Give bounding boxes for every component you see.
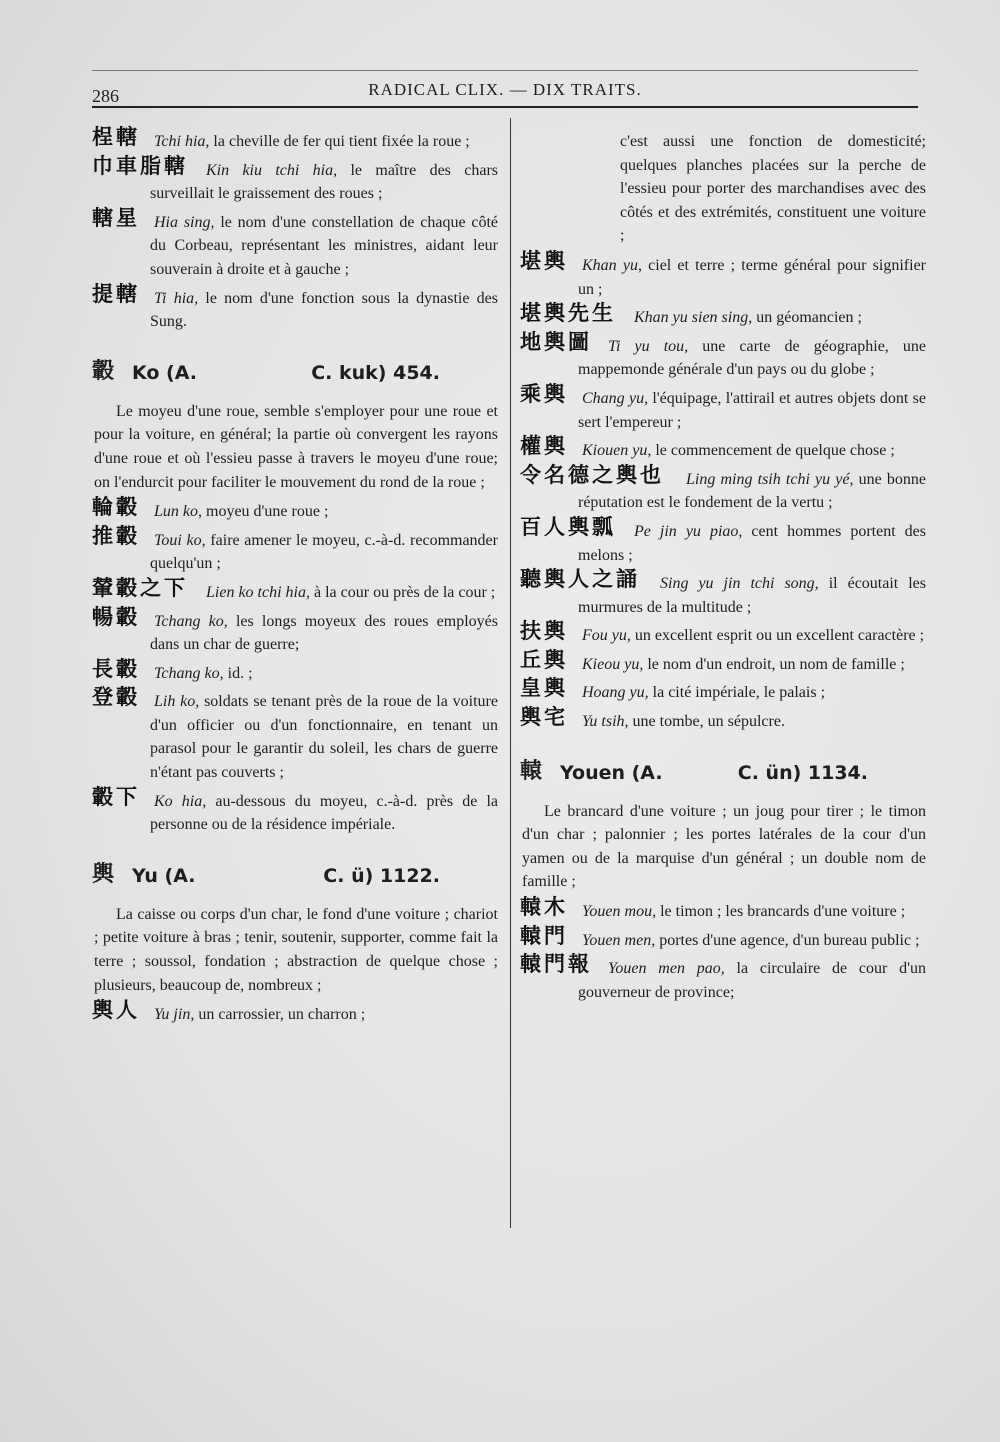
radical-heading-yu	[92, 863, 498, 897]
dictionary-entry	[92, 604, 499, 657]
entry-characters: 地輿圖	[520, 329, 592, 354]
dictionary-entry	[520, 952, 927, 1004]
entry-romanization: Youen men pao,	[608, 960, 725, 978]
entry-definition: une tombe, un sépulcre.	[628, 713, 785, 731]
entry-text	[520, 929, 926, 953]
entry-text	[92, 790, 498, 837]
entry-romanization: Yu tsih,	[582, 713, 629, 731]
entry-text	[520, 254, 926, 301]
entry-romanization: Kiouen yu,	[582, 442, 652, 460]
entry-text	[92, 287, 498, 334]
entry-text	[92, 610, 498, 657]
entry-characters: 皇輿	[520, 676, 568, 701]
entry-romanization: Tchang ko,	[154, 612, 228, 630]
dictionary-entry	[520, 462, 926, 515]
entry-romanization: Ko hia,	[154, 792, 207, 810]
dictionary-entry	[520, 676, 926, 705]
entry-text	[520, 439, 926, 463]
entry-definition: un excellent esprit ou un excellent caractère ;	[630, 627, 925, 645]
dictionary-entry	[92, 205, 499, 282]
entry-characters: 丘輿	[520, 647, 568, 672]
dictionary-entry	[520, 381, 926, 434]
definition-paragraph: Le moyeu d'une roue, semble s'employer pour une roue et pour la voiture, en général; la partie où convergent les rayons d'une roue et où l'essieu passe à travers le moyeu d'une roue; on l'endurcit pour faciliter le mouvement du rond de la roue ;	[94, 402, 498, 491]
entry-definition: ciel et terre ; terme général pour signifier un ;	[578, 256, 926, 298]
entry-romanization: Sing yu jin tchi song,	[660, 575, 819, 593]
entry-romanization: Khan yu,	[582, 256, 642, 274]
entry-characters: 令名德之輿也	[520, 462, 664, 487]
entries-group-yu-compounds	[520, 248, 927, 734]
entry-romanization: Ling ming tsih tchi yu yé,	[686, 470, 854, 488]
entry-characters: 堪輿先生	[520, 301, 616, 326]
dictionary-entry	[520, 514, 927, 567]
entry-text	[520, 387, 926, 434]
entry-characters: 扶輿	[520, 619, 568, 644]
entry-definition: le nom d'une constellation de chaque côté du Corbeau, représentant les ministres, aidant leur souverain à droite et à gauche ;	[150, 213, 499, 278]
header-rule	[92, 106, 918, 108]
entry-characters: 轅門報	[520, 952, 592, 977]
entry-characters: 堪輿	[520, 248, 568, 273]
entry-definition: au-dessous du moyeu, c.-à-d. près de la personne ou de la résidence impériale.	[150, 792, 499, 834]
entry-text	[520, 710, 926, 734]
entries-group-yu	[92, 998, 498, 1027]
entry-definition: id. ;	[223, 664, 253, 682]
dictionary-entry	[520, 329, 926, 382]
entry-definition: un carrossier, un charron ;	[194, 1006, 366, 1024]
entry-definition: une bonne réputation est le fondement de la vertu ;	[578, 470, 926, 512]
entry-definition: soldats se tenant près de la roue de la voiture d'un officier ou d'un fonctionnaire, en tenant un parasol pour le garantir du soleil, les chars de guerre n'étant pas couverts ;	[150, 693, 498, 782]
dictionary-entry	[92, 153, 499, 206]
entry-romanization: Youen men,	[582, 931, 656, 949]
dictionary-entry	[520, 895, 926, 924]
entry-characters: 輪轂	[92, 495, 140, 520]
entry-definition: une carte de géographie, une mappemonde générale d'un pays ou du globe ;	[578, 337, 926, 379]
right-column	[520, 130, 926, 1009]
entry-romanization: Lun ko,	[154, 503, 202, 521]
heading-code: C. kuk) 454.	[311, 361, 440, 384]
entry-romanization: Hoang yu,	[582, 684, 649, 702]
entries-group-hia	[92, 125, 499, 334]
entry-text	[92, 690, 498, 784]
entry-romanization: Kin kiu tchi hia,	[206, 161, 338, 179]
entry-text	[92, 130, 498, 154]
heading-name: Yu (A.	[132, 864, 196, 887]
entry-text	[92, 500, 498, 524]
entry-romanization: Ti yu tou,	[608, 337, 689, 355]
entry-characters: 轂下	[92, 784, 140, 809]
entry-romanization: Youen mou,	[582, 903, 657, 921]
entry-characters: 輿宅	[520, 705, 568, 730]
entry-definition: le nom d'un endroit, un nom de famille ;	[643, 655, 905, 673]
dictionary-entry	[92, 656, 498, 686]
dictionary-entry	[92, 495, 498, 524]
entry-definition: le timon ; les brancards d'une voiture ;	[656, 903, 906, 921]
entry-definition: la circulaire de cour d'un gouverneur de province;	[578, 960, 927, 1001]
entry-characters: 巾車脂轄	[92, 153, 188, 178]
continuation-paragraph: c'est aussi une fonction de domesticité; quelques planches placées sur la perche de l'essieu pour porter des marchandises avec des côtés et des extrémités, constituent une voiture ;	[620, 133, 926, 245]
entry-characters: 桯轄	[92, 125, 140, 149]
heading-character: 轂	[92, 358, 115, 384]
heading-character: 轅	[520, 758, 543, 784]
entry-characters: 輦轂之下	[92, 575, 188, 600]
dictionary-entry	[92, 281, 499, 334]
definition-paragraph: Le brancard d'une voiture ; un joug pour tirer ; le timon d'un char ; palonnier ; les portes latérales de la cour d'un yamen ou de la marquise d'un général ; un double nom de famille ;	[522, 802, 926, 891]
entry-romanization: Khan yu sien sing,	[634, 309, 753, 327]
entry-characters: 長轂	[92, 656, 140, 681]
entry-romanization: Pe jin yu piao,	[634, 522, 743, 540]
entry-romanization: Lih ko,	[154, 693, 200, 711]
entry-characters: 權輿	[520, 434, 568, 459]
dictionary-entry	[92, 575, 498, 605]
entry-text	[520, 681, 926, 705]
entry-definition: les longs moyeux des roues employés dans un char de guerre;	[150, 612, 499, 654]
heading-code: C. ü) 1122.	[323, 864, 440, 887]
dictionary-entry	[92, 685, 498, 784]
entry-characters: 轄星	[92, 205, 140, 230]
page-header	[92, 78, 918, 104]
definition-paragraph: La caisse ou corps d'un char, le fond d'une voiture ; chariot ; petite voiture à bras ; tenir, soutenir, supporter, comme fait la terre ; soussol, fondation ; abstraction de quelque chose ; plusieurs, beaucoup de, nombreux ;	[94, 905, 498, 994]
entry-text	[520, 900, 926, 924]
entry-characters: 乘輿	[520, 381, 568, 406]
heading-code: C. ün) 1134.	[737, 761, 868, 784]
entry-characters: 百人輿瓢	[520, 514, 616, 539]
entry-text	[520, 624, 926, 648]
entry-definition: l'équipage, l'attirail et autres objets dont se sert l'empereur ;	[578, 389, 926, 431]
running-title: RADICAL CLIX. — DIX TRAITS.	[368, 80, 642, 99]
dictionary-entry	[92, 784, 499, 837]
entry-romanization: Yu jin,	[154, 1006, 195, 1024]
entry-definition: le commencement de quelque chose ;	[651, 442, 895, 460]
entry-romanization: Ti hia,	[154, 289, 199, 307]
entry-romanization: Tchang ko,	[154, 664, 224, 682]
entry-definition: la cheville de fer qui tient fixée la roue ;	[209, 133, 470, 150]
dictionary-entry	[520, 619, 926, 648]
heading-name: Ko (A.	[132, 361, 198, 384]
dictionary-entry	[520, 705, 926, 734]
radical-heading-ko	[92, 360, 498, 394]
entries-group-youen	[520, 895, 927, 1004]
dictionary-entry	[520, 434, 926, 463]
column-divider	[510, 118, 511, 1228]
dictionary-entry	[520, 923, 926, 953]
entry-characters: 推轂	[92, 523, 140, 548]
entry-romanization: Toui ko,	[154, 531, 206, 549]
entry-text	[520, 653, 926, 677]
entry-romanization: Hia sing,	[154, 213, 215, 231]
entry-definition: le maître des chars surveillait le graissement des roues ;	[150, 161, 499, 203]
entry-characters: 聽輿人之誦	[520, 567, 640, 592]
dictionary-entry	[520, 647, 926, 677]
heading-name: Youen (A.	[560, 761, 663, 784]
dictionary-entry	[92, 125, 498, 154]
entry-definition: le nom d'une fonction sous la dynastie des Sung.	[150, 289, 499, 331]
entry-definition: un géomancien ;	[752, 309, 862, 327]
dictionary-entry	[520, 567, 927, 619]
entry-romanization: Fou yu,	[582, 627, 631, 645]
heading-character: 輿	[92, 861, 115, 887]
entry-definition: moyeu d'une roue ;	[202, 503, 329, 521]
entry-characters: 登轂	[92, 685, 140, 710]
entry-text	[92, 662, 498, 686]
entry-text	[92, 529, 498, 576]
entry-definition: à la cour ou près de la cour ;	[309, 583, 496, 601]
radical-heading-youen	[520, 760, 926, 794]
page-number: 286	[92, 86, 119, 106]
entry-text	[92, 211, 498, 282]
entry-characters: 提轄	[92, 281, 140, 306]
dictionary-entry	[520, 248, 926, 301]
dictionary-entry	[92, 998, 498, 1027]
entry-characters: 輿人	[92, 998, 140, 1023]
entry-romanization: Lien ko tchi hia,	[206, 583, 310, 601]
entry-romanization: Kieou yu,	[582, 655, 644, 673]
top-rule	[92, 70, 918, 71]
entry-characters: 暢轂	[92, 604, 140, 629]
entries-group-ko	[92, 495, 499, 837]
entry-romanization: Tchi hia,	[154, 133, 210, 150]
entry-definition: cent hommes portent des melons ;	[578, 522, 927, 564]
entry-characters: 轅門	[520, 923, 568, 948]
left-column	[92, 125, 499, 1032]
entry-definition: il écoutait les murmures de la multitude ;	[578, 575, 927, 616]
entry-romanization: Chang yu,	[582, 389, 649, 407]
dictionary-entry	[92, 523, 498, 576]
dictionary-entry	[520, 301, 926, 330]
entry-definition: portes d'une agence, d'un bureau public ;	[655, 931, 920, 949]
entry-definition: faire amener le moyeu, c.-à-d. recommander quelqu'un ;	[150, 531, 498, 573]
entry-characters: 轅木	[520, 895, 568, 920]
entry-text	[92, 1003, 498, 1027]
entry-definition: la cité impériale, le palais ;	[648, 684, 826, 702]
